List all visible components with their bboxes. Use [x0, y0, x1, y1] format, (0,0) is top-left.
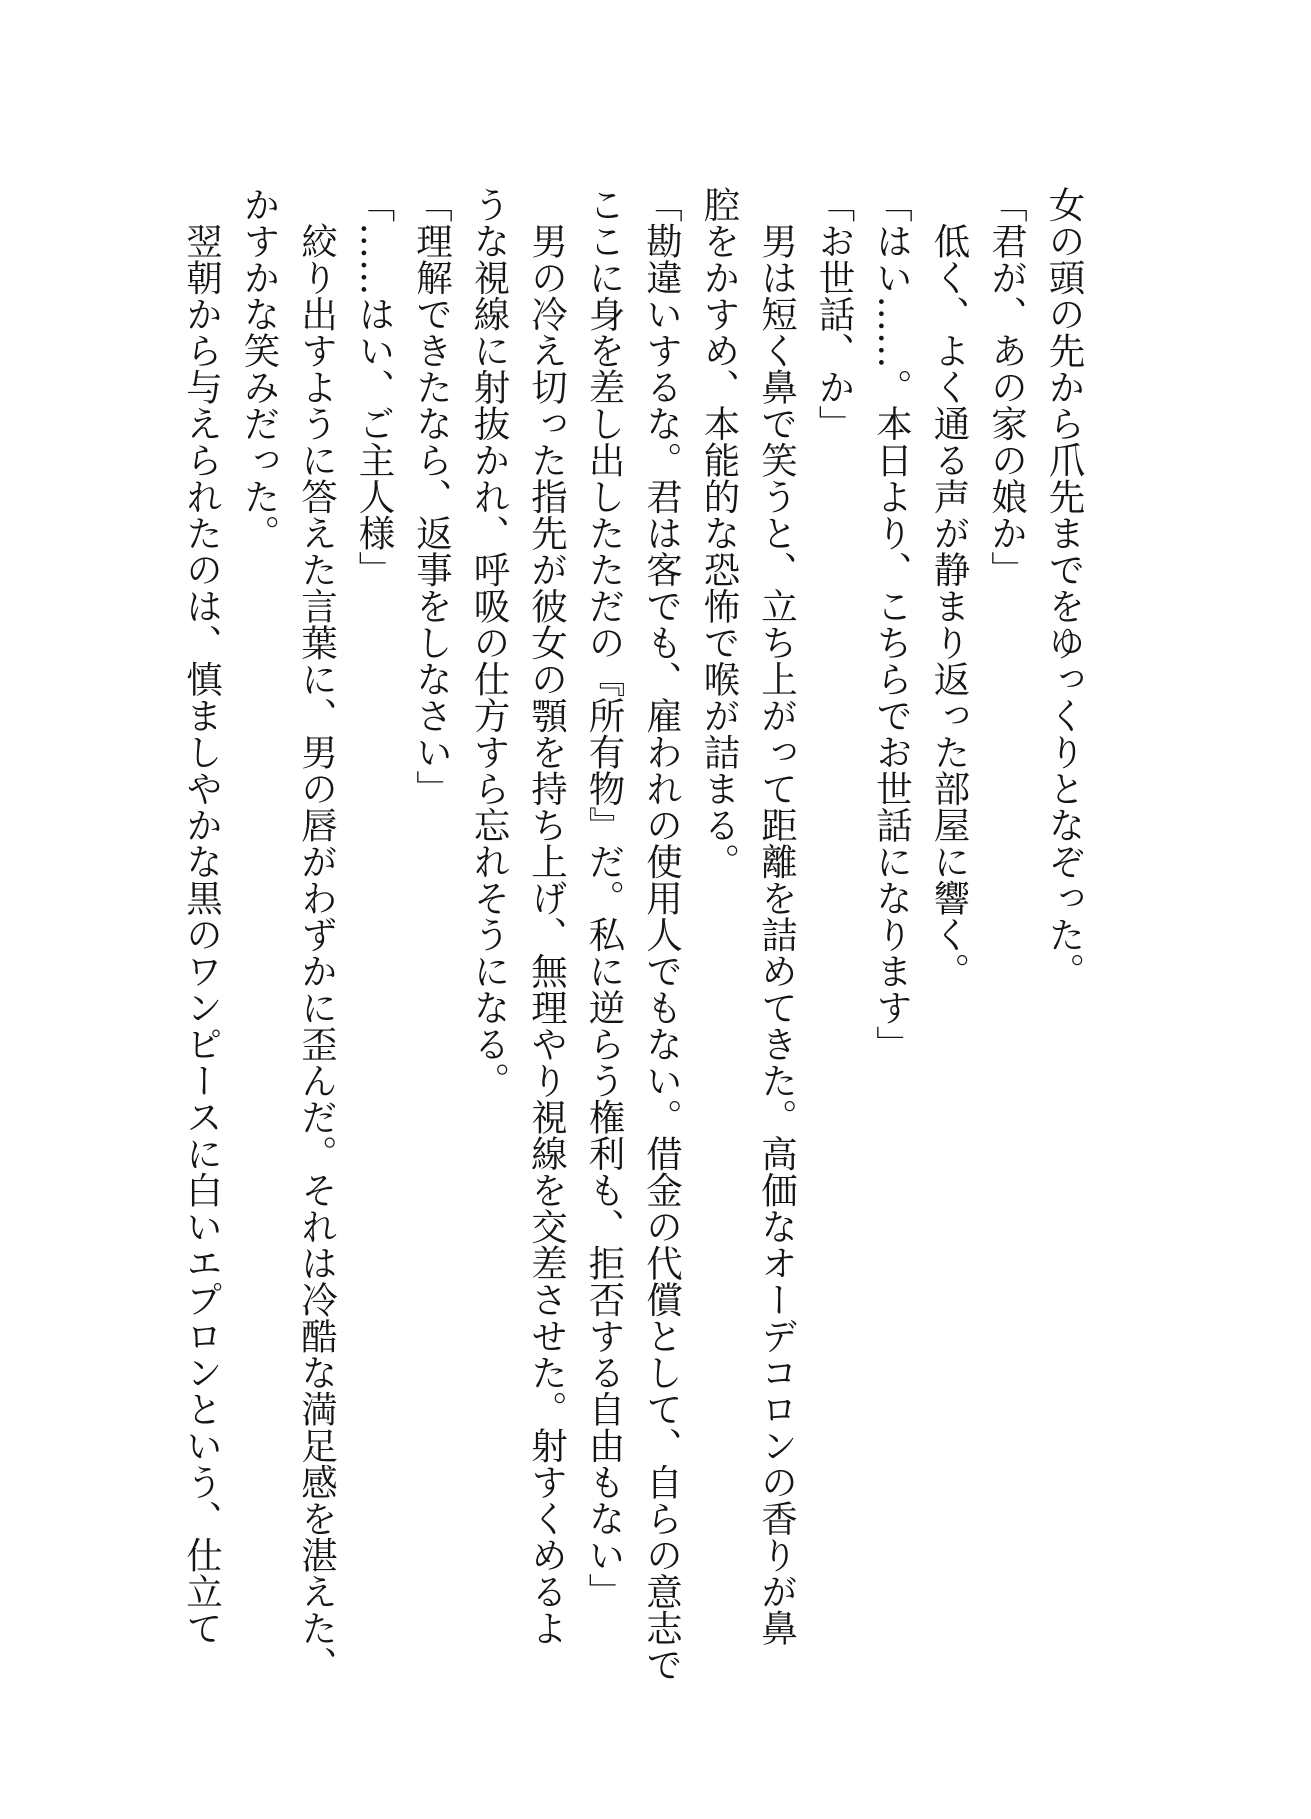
text-line: 「勘違いするな。君は客でも、雇われの使用人でもない。借金の代償として、自らの意志で	[640, 186, 684, 1683]
text-line: 低く、よく通る声が静まり返った部屋に響く。	[928, 186, 971, 989]
text-line: 男の冷え切った指先が彼女の顎を持ち上げ、無理やり視線を交差させた。射すくめるよ	[525, 186, 569, 1646]
text-line: 「君が、あの家の娘か」	[985, 186, 1029, 588]
vertical-text-body	[173, 186, 1093, 1683]
text-line: 女の頭の先から爪先までをゆっくりとなぞった。	[1043, 186, 1086, 989]
text-line: 「……はい、ご主人様」	[353, 186, 396, 588]
text-line: 男は短く鼻で笑うと、立ち上がって距離を詰めてきた。高価なオーデコロンの香りが鼻	[755, 186, 799, 1646]
text-line: 腔をかすめ、本能的な恐怖で喉が詰まる。	[698, 186, 741, 880]
text-line: うな視線に射抜かれ、呼吸の仕方すら忘れそうになる。	[468, 186, 511, 1099]
text-line: 「お世話、か」	[813, 186, 856, 442]
text-line: 「理解できたなら、返事をしなさい」	[410, 186, 454, 807]
text-line: 翌朝から与えられたのは、慎ましやかな黒のワンピースに白いエプロンという、仕立て	[180, 186, 224, 1646]
text-line: 絞り出すように答えた言葉に、男の唇がわずかに歪んだ。それは冷酷な満足感を湛えた、	[295, 186, 339, 1683]
text-line: 「はい……。本日より、こちらでお世話になります」	[870, 186, 914, 1062]
text-line: ここに身を差し出したただの『所有物』だ。私に逆らう権利も、拒否する自由もない」	[583, 186, 626, 1610]
text-line: かすかな笑みだった。	[238, 186, 281, 551]
